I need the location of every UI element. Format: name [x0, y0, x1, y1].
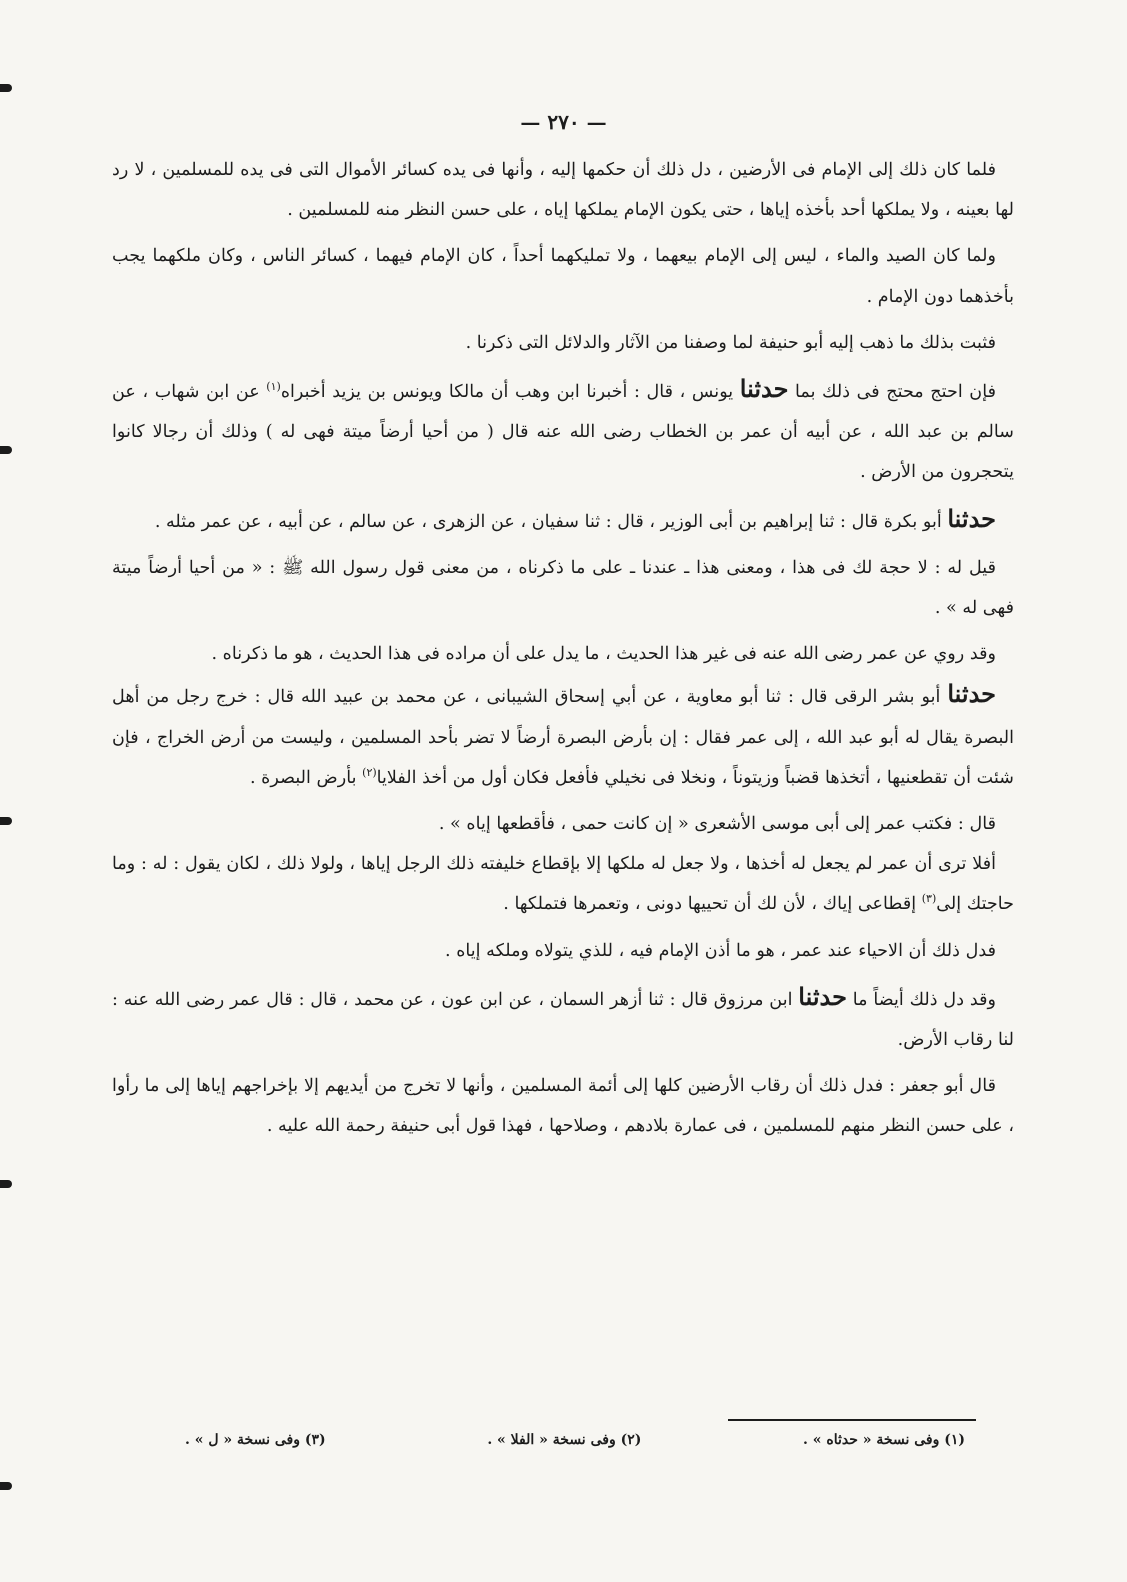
paragraph-text: ابن مرزوق قال : ثنا أزهر السمان ، عن ابن عون ، عن محمد ، قال : قال عمر رضى الله عنه : لنا رقاب الأرض. [112, 989, 1014, 1051]
margin-mark [0, 446, 12, 454]
paragraph-text: أبو بشر الرقى قال : ثنا أبو معاوية ، عن أبي إسحاق الشيبانى ، عن محمد بن عبيد الله قال : خرج رجل من أهل البصرة يقال له أبو عبد الله ، إلى عمر فقال : إن بأرض البصرة أرضاً لا تضر بأحد المسلمين ، وليست من أرض الخراج ، فإن شئت أن تقطعنيها ، أتخذها قضباً وزيتوناً ، ونخلا فى نخيلي فأفعل فكان أول من أخذ الفلايا [112, 687, 1014, 788]
paragraph-text: بأرض البصرة . [250, 767, 357, 788]
paragraph: فلما كان ذلك إلى الإمام فى الأرضين ، دل ذلك أن حكمها إليه ، وأنها فى يده كسائر الأموال التى فى يده للمسلمين ، لا رد لها بعينه ، ولا يملكها أحد بأخذه إياها ، حتى يكون الإمام يملكها إياه ، على حسن النظر منه للمسلمين . [112, 160, 1014, 221]
haddathana-keyword: حدثنا [947, 503, 996, 533]
paragraph [112, 369, 1014, 493]
paragraph: وقد روي عن عمر رضى الله عنه فى غير هذا الحديث ، ما يدل على أن مراده فى هذا الحديث ، هو ما ذكرناه . [211, 644, 996, 665]
page-number: — ٢٧٠ — [520, 110, 607, 134]
footnote-1: (١) وفى نسخة « حدثاه » . [803, 1432, 965, 1448]
footnote-marker: (٣) [921, 892, 937, 906]
footnote-2: (٢) وفى نسخة « الفلا » . [487, 1432, 642, 1448]
haddathana-keyword: حدثنا [739, 374, 789, 404]
paragraph: قال أبو جعفر : فدل ذلك أن رقاب الأرضين كلها إلى أئمة المسلمين ، وأنها لا تخرج من أيديهم إلا بإخراجهم إياها إلى ما رأوا ، على حسن النظر منهم للمسلمين ، فى عمارة بلادهم ، وصلاحها ، فهذا قول أبى حنيفة رحمة الله عليه . [112, 1076, 1014, 1137]
paragraph-text: أفلا ترى أن عمر لم يجعل له أخذها ، ولا جعل له ملكها إلا بإقطاع خليفته ذلك الرجل إياها ، ولولا ذلك ، لكان يقول : له : وما حاجتك إلى [112, 854, 1014, 915]
paragraph: ولما كان الصيد والماء ، ليس إلى الإمام بيعهما ، ولا تمليكهما أحداً ، كان الإمام فيهما ، كسائر الناس ، وكان ملكهما يجب بأخذهما دون الإمام . [112, 246, 1014, 307]
haddathana-keyword: حدثنا [798, 981, 847, 1011]
paragraph: فثبت بذلك ما ذهب إليه أبو حنيفة لما وصفنا من الآثار والدلائل التى ذكرنا . [465, 332, 996, 353]
footnote-marker: (٢) [362, 765, 377, 779]
body-text [112, 150, 1014, 1147]
paragraph-text: أبو بكرة قال : ثنا إبراهيم بن أبى الوزير ، قال : ثنا سفيان ، عن الزهرى ، عن سالم ، عن أبيه ، عن عمر مثله . [154, 511, 942, 532]
footnote-3: (٣) وفى نسخة « ل » . [185, 1432, 326, 1448]
paragraph-text: عن ابن شهاب ، عن سالم بن عبد الله ، عن أبيه أن عمر بن الخطاب رضى الله عنه قال ( من أحيا أرضاً ميتة فهى له ) وذلك أن رجالا كانوا يتحجرون من الأرض . [112, 382, 1014, 483]
paragraph-text: يونس ، قال : أخبرنا ابن وهب أن مالكا ويونس بن يزيد أخبراه [280, 382, 734, 403]
paragraph [112, 977, 1014, 1060]
footnotes [185, 1432, 965, 1448]
haddathana-keyword: حدثنا [947, 679, 996, 709]
paragraph [112, 499, 1014, 542]
paragraph: قيل له : لا حجة لك فى هذا ، ومعنى هذا ـ عندنا ـ على ما ذكرناه ، من معنى قول رسول الله ﷺ : « من أحيا أرضاً ميتة فهى له » . [112, 557, 1014, 619]
paragraph [112, 844, 1014, 924]
footnote-divider [728, 1419, 976, 1421]
margin-mark [0, 817, 12, 825]
paragraph-text: إقطاعى إياك ، لأن لك أن تحييها دونى ، وتعمرها فتملكها . [503, 894, 917, 915]
margin-mark [0, 84, 12, 92]
margin-mark [0, 1482, 12, 1490]
paragraph-text: وقد دل ذلك أيضاً ما [852, 989, 996, 1010]
paragraph [112, 674, 1014, 798]
paragraph-text: فإن احتج محتج فى ذلك بما [795, 382, 996, 403]
footnote-marker: (١) [266, 380, 281, 394]
paragraph: قال : فكتب عمر إلى أبى موسى الأشعرى « إن كانت حمى ، فأقطعها إياه » . [438, 814, 996, 835]
margin-mark [0, 1180, 12, 1188]
paragraph: فدل ذلك أن الاحياء عند عمر ، هو ما أذن الإمام فيه ، للذي يتولاه وملكه إياه . [445, 940, 996, 961]
